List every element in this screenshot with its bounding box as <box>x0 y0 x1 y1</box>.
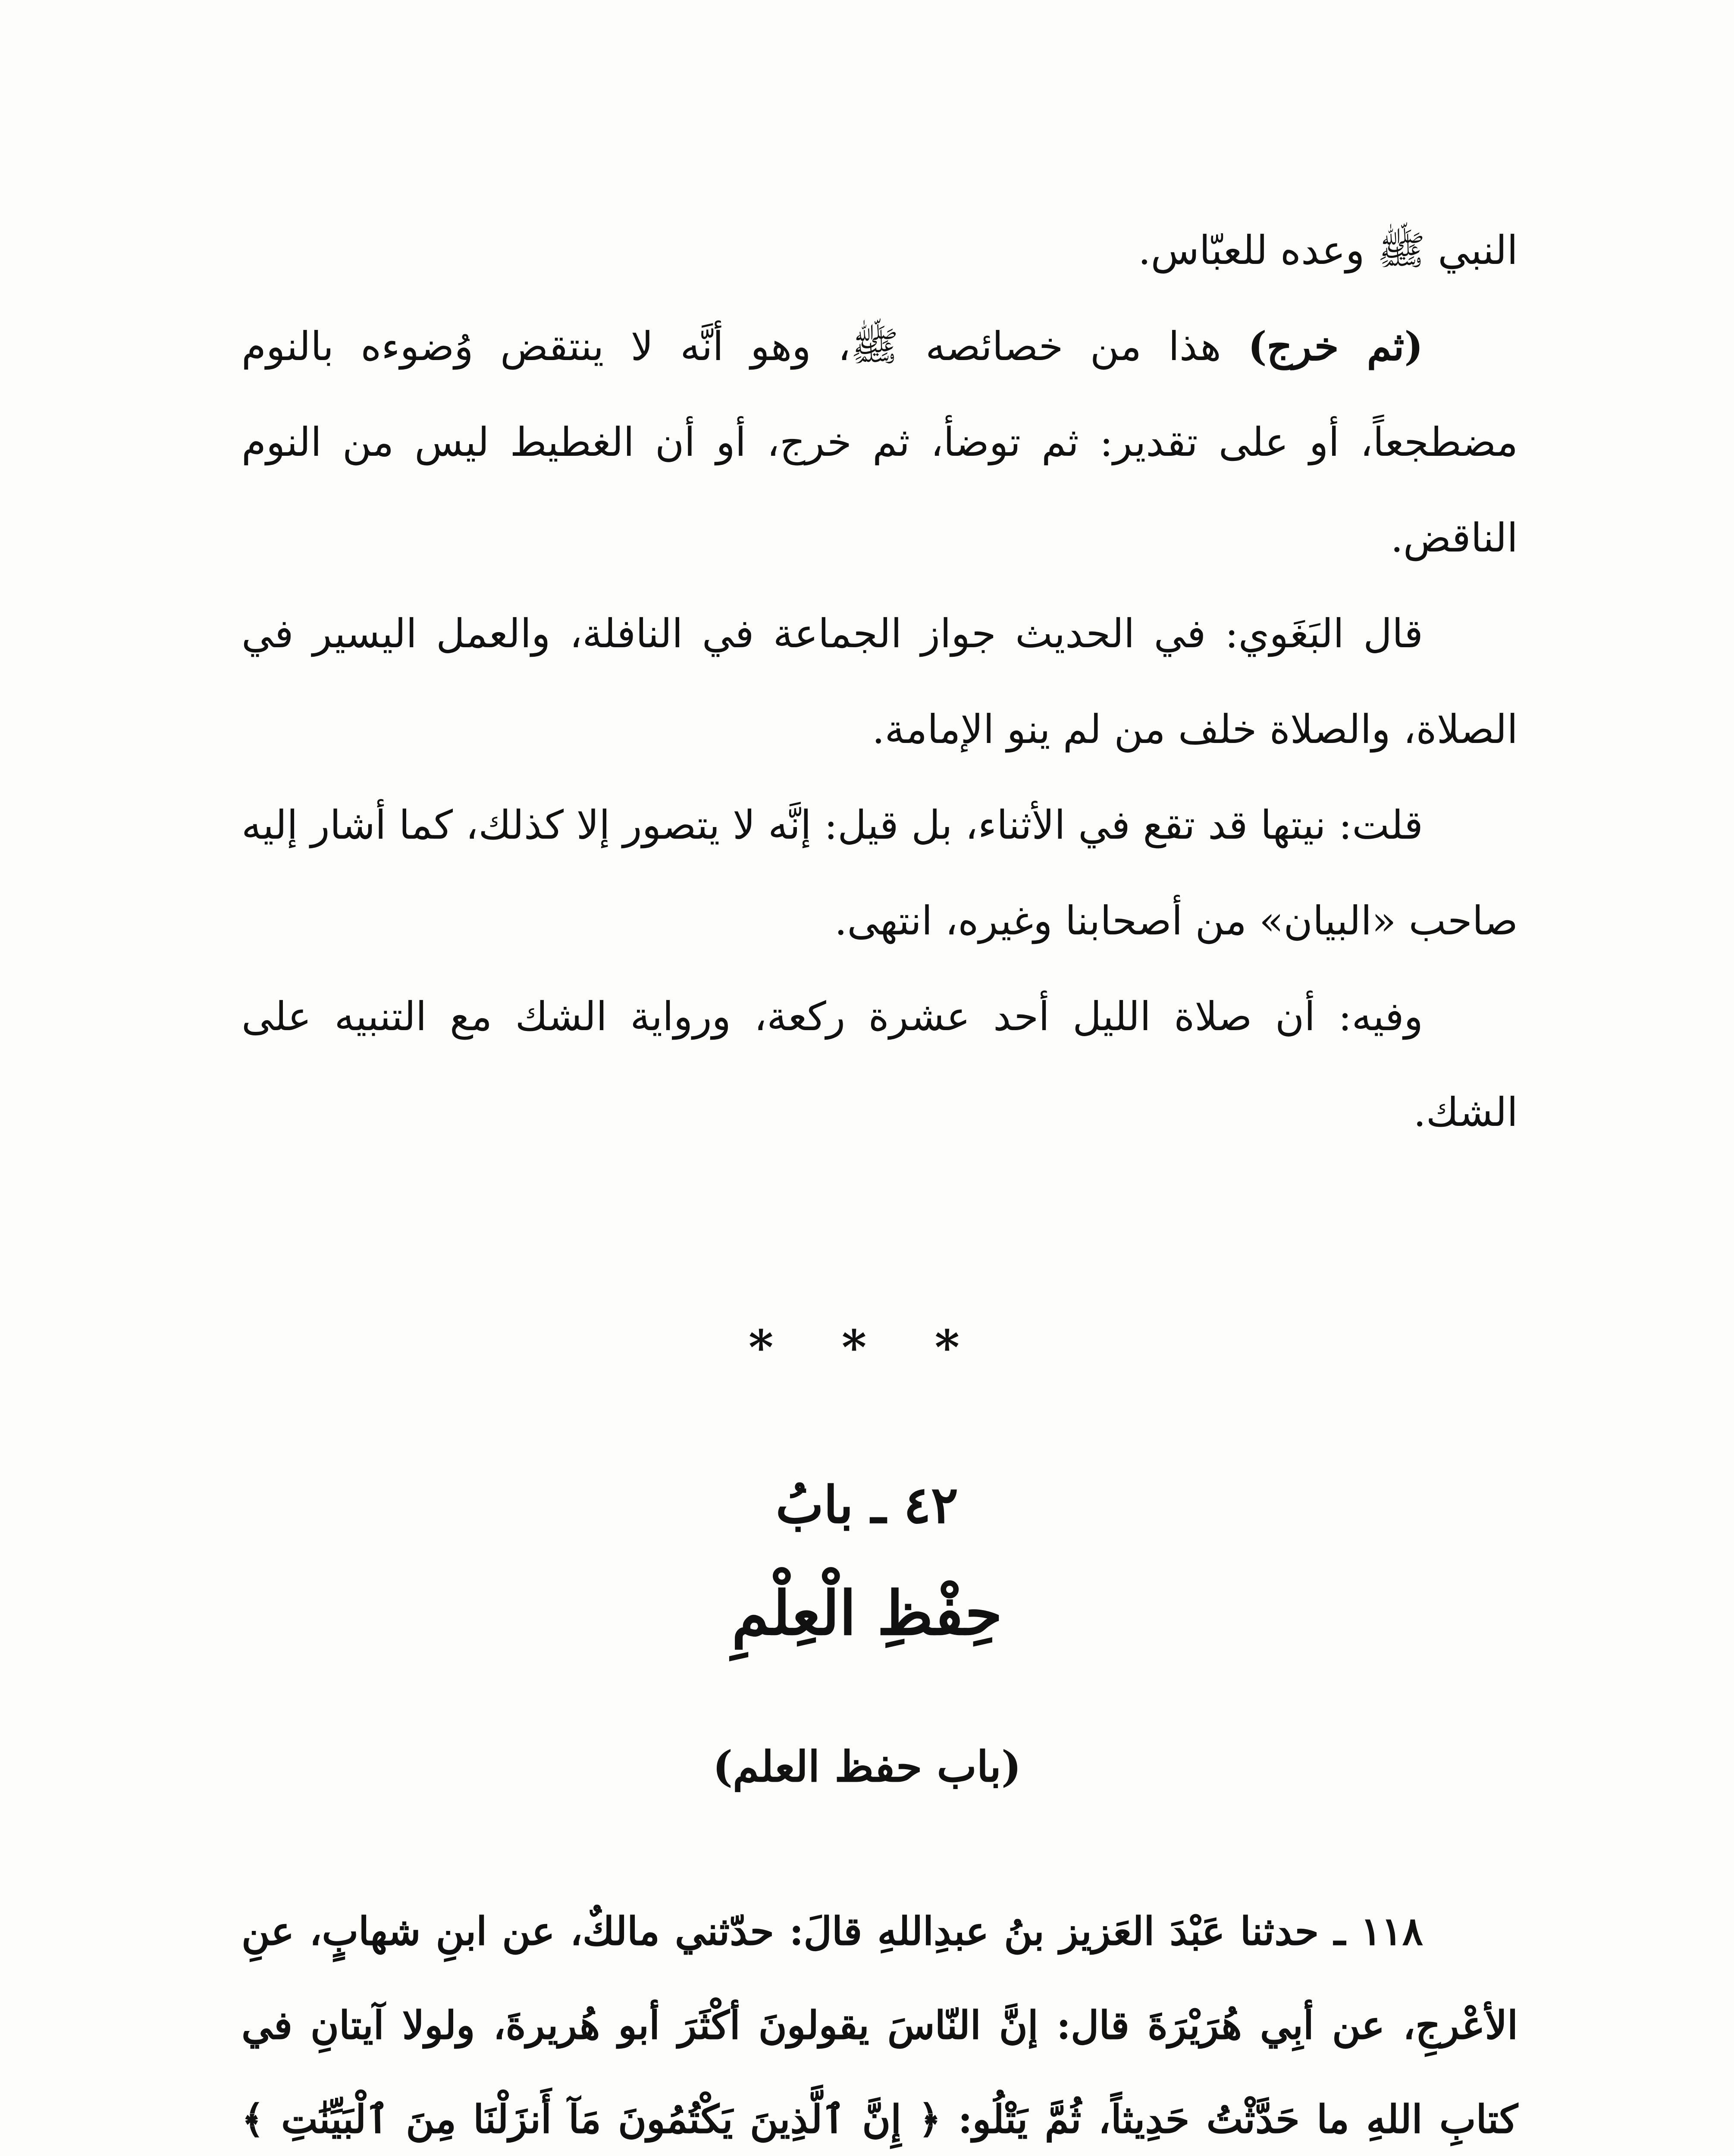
hadith-text-block <box>241 1884 1518 2156</box>
hadith-text: ١١٨ ـ حدثنا عَبْدَ العَزيز بنُ عبدِاللهِ قالَ: حدّثني مالكٌ، عن ابنِ شهابٍ، عنِ الأعْرجِ، عن أبِي هُرَيْرَةَ قال: إنَّ النّاسَ يقولونَ أكْثَرَ أبو هُريرةَ، ولولا آيتانِ في كتابِ اللهِ ما حَدَّثْتُ حَدِيثاً، ثُمَّ يَتْلُو: ﴿ إِنَّ ٱلَّذِينَ يَكْتُمُونَ مَآ أَنزَلْنَا مِنَ ٱلْبَيِّنَٰتِ ﴾ <box>241 1908 1518 2142</box>
paragraph-1 <box>241 203 1518 298</box>
hadith-paragraph <box>241 1884 1518 2156</box>
paragraph-4 <box>241 777 1518 969</box>
paragraph-1-text: النبي ﷺ وعده للعبّاس. <box>1138 227 1518 273</box>
paragraph-3-text: قال البَغَوي: في الحديث جواز الجماعة في النافلة، والعمل اليسير في الصلاة، والصلاة خلف من لم ينو الإمامة. <box>241 611 1518 752</box>
commentary-text <box>241 203 1518 1160</box>
paragraph-2-lead: (ثم خرج) <box>1248 323 1423 370</box>
paragraph-2-text: هذا من خصائصه ﷺ، وهو أنَّه لا ينتقض وُضوءه بالنوم مضطجعاً، أو على تقدير: ثم توضأ، ثم خرج، أو أن الغطيط ليس من النوم الناقض. <box>241 323 1518 561</box>
chapter-number: ٤٢ ـ بابُ <box>775 1475 959 1535</box>
chapter-subtitle: (باب حفظ العلم) <box>712 1742 1022 1792</box>
chapter-title: حِفْظِ الْعِلْمِ <box>731 1578 1003 1649</box>
paragraph-5 <box>241 969 1518 1160</box>
paragraph-4-text: قلت: نيتها قد تقع في الأثناء، بل قيل: إنَّه لا يتصور إلا كذلك، كما أشار إليه صاحب «البيان» من أصحابنا وغيره، انتهى. <box>241 802 1518 944</box>
paragraph-5-text: وفيه: أن صلاة الليل أحد عشرة ركعة، ورواية الشك مع التنبيه على الشك. <box>241 993 1518 1135</box>
paragraph-2 <box>241 298 1518 586</box>
section-separator: * * * <box>748 1319 986 1375</box>
paragraph-3 <box>241 586 1518 777</box>
